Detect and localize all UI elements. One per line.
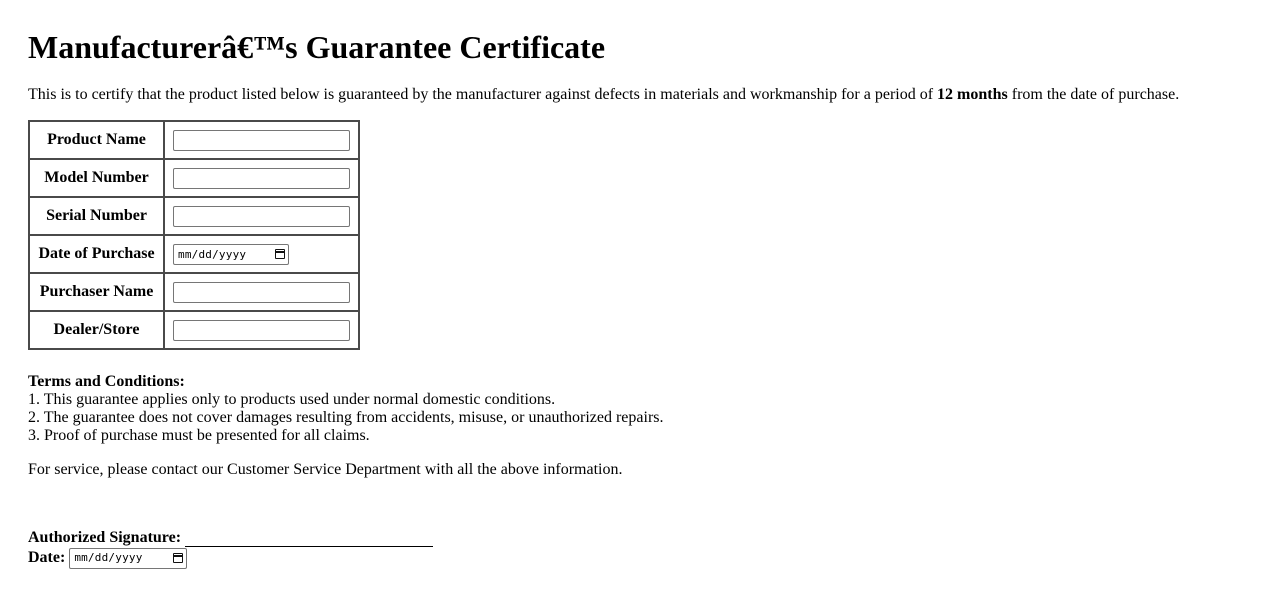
purchaser-name-label: Purchaser Name — [29, 273, 164, 311]
purchaser-name-input[interactable] — [173, 282, 350, 303]
service-contact-text: For service, please contact our Customer Service Department with all the above information. — [28, 461, 623, 478]
calendar-icon[interactable] — [173, 553, 183, 563]
product-name-input[interactable] — [173, 130, 350, 151]
table-row — [29, 197, 359, 235]
signature-date-input[interactable] — [69, 548, 187, 569]
signature-date-row — [28, 547, 187, 569]
terms-item: 3. Proof of purchase must be presented for all claims. — [28, 427, 370, 444]
terms-heading: Terms and Conditions: — [28, 373, 185, 390]
signature-row — [28, 529, 433, 547]
authorized-signature-label: Authorized Signature: — [28, 529, 182, 546]
product-details-table — [28, 120, 360, 350]
terms-item: 2. The guarantee does not cover damages resulting from accidents, misuse, or unauthorized repairs. — [28, 409, 664, 426]
intro-text-end: from the date of purchase. — [1007, 86, 1180, 103]
guarantee-period: 12 months — [937, 86, 1008, 103]
table-row — [29, 235, 359, 273]
calendar-icon[interactable] — [275, 249, 285, 259]
signature-date-label: Date: — [28, 549, 66, 566]
terms-item: 1. This guarantee applies only to products used under normal domestic conditions. — [28, 391, 556, 408]
table-row — [29, 159, 359, 197]
serial-number-cell — [164, 197, 359, 235]
model-number-cell — [164, 159, 359, 197]
date-placeholder: mm/dd/yyyy — [178, 247, 247, 261]
signature-line[interactable] — [185, 531, 433, 547]
page-title: Manufacturerâ€™s Guarantee Certificate — [28, 29, 606, 65]
intro-paragraph — [28, 86, 1179, 104]
dealer-store-label: Dealer/Store — [29, 311, 164, 349]
serial-number-input[interactable] — [173, 206, 350, 227]
dealer-store-input[interactable] — [173, 320, 350, 341]
model-number-input[interactable] — [173, 168, 350, 189]
table-row — [29, 121, 359, 159]
model-number-label: Model Number — [29, 159, 164, 197]
table-row — [29, 311, 359, 349]
intro-text-start: This is to certify that the product listed below is guaranteed by the manufacturer against defects in materials and workmanship for a period of — [28, 86, 938, 103]
serial-number-label: Serial Number — [29, 197, 164, 235]
table-row — [29, 273, 359, 311]
product-name-label: Product Name — [29, 121, 164, 159]
date-placeholder: mm/dd/yyyy — [74, 551, 143, 564]
product-name-cell — [164, 121, 359, 159]
terms-section — [28, 373, 664, 445]
date-of-purchase-input[interactable] — [173, 244, 289, 265]
date-of-purchase-label: Date of Purchase — [29, 235, 164, 273]
date-of-purchase-cell — [164, 235, 359, 273]
purchaser-name-cell — [164, 273, 359, 311]
dealer-store-cell — [164, 311, 359, 349]
